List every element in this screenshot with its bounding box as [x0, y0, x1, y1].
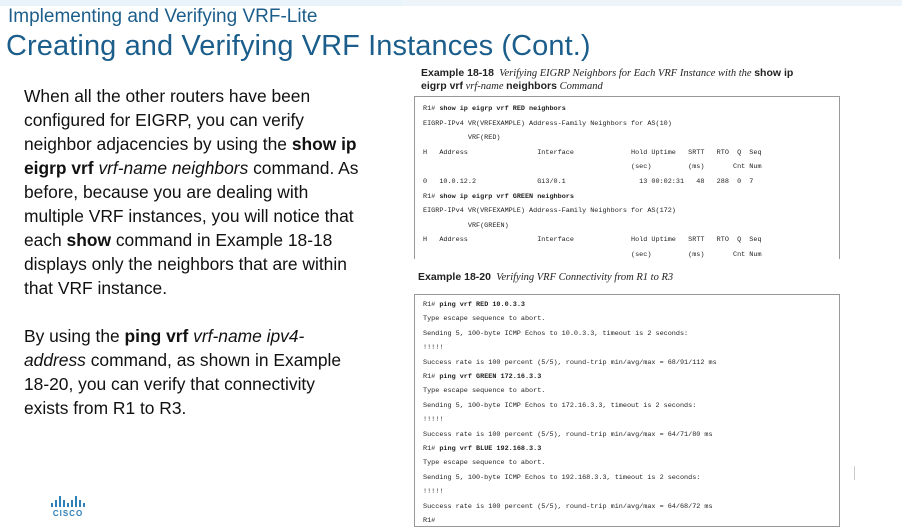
- paragraph-eigrp: When all the other routers have been configured for EIGRP, you can verify neighbor adjacencies by using the show ip eigrp vrf vrf-name neighbors command. As before, because you are dealing with multiple VRF instances, you will notice that each show command in Example 18-18 displays only the neighbors that are within that VRF instance.: [24, 86, 359, 298]
- code-line: Sending 5, 100-byte ICMP Echos to 172.16.3.3, timeout is 2 seconds:: [423, 401, 697, 410]
- code-line: EIGRP-IPv4 VR(VRFEXAMPLE) Address-Family Neighbors for AS(172): [423, 207, 676, 216]
- code-line: !!!!!: [423, 344, 444, 353]
- paragraph-ping: By using the ping vrf vrf-name ipv4-address command, as shown in Example 18-20, you can verify that connectivity exists from R1 to R3.: [24, 326, 342, 418]
- cli-command: ping vrf BLUE 192.168.3.3: [439, 445, 542, 453]
- example-18-18-caption: Example 18-18 Verifying EIGRP Neighbors for Each VRF Instance with the show ip eigrp vrf vrf-name neighbors Command: [421, 67, 794, 92]
- code-line: [423, 301, 525, 310]
- code-line: VRF(GREEN): [423, 221, 509, 230]
- cli-command: ping vrf RED 10.0.3.3: [439, 301, 525, 309]
- code-line: H Address Interface Hold Uptime SRTT RTO Q Seq: [423, 148, 762, 157]
- cli-command: ping vrf GREEN 172.16.3.3: [439, 373, 542, 381]
- code-line: Type escape sequence to abort.: [423, 315, 546, 324]
- body-text: [24, 84, 364, 420]
- code-line: R1#: [423, 517, 436, 525]
- code-line: [423, 373, 541, 382]
- code-line: EIGRP-IPv4 VR(VRFEXAMPLE) Address-Family Neighbors for AS(10): [423, 119, 672, 128]
- code-line: [423, 105, 566, 114]
- code-line: 0 10.0.12.2 Gi3/0.1 13 00:02:31 48 288 0 7: [423, 178, 754, 186]
- example-18-18-output: [414, 96, 840, 259]
- code-line: (sec) (ms) Cnt Num: [423, 163, 762, 172]
- slide-title: Creating and Verifying VRF Instances (Cont.): [6, 30, 591, 62]
- cli-command: show ip eigrp vrf RED neighbors: [439, 105, 566, 113]
- cisco-wordmark: CISCO: [52, 509, 84, 518]
- code-line: Type escape sequence to abort.: [423, 387, 546, 396]
- section-heading: Implementing and Verifying VRF-Lite: [8, 6, 318, 27]
- code-line: [423, 193, 574, 202]
- code-line: [423, 445, 541, 454]
- cli-prompt: R1#: [423, 373, 440, 381]
- code-line: VRF(RED): [423, 134, 501, 143]
- cisco-logo: [48, 496, 88, 522]
- cli-prompt: R1#: [423, 192, 440, 201]
- example-18-20-output: [414, 294, 840, 527]
- code-line: Success rate is 100 percent (5/5), round-trip min/avg/max = 68/91/112 ms: [423, 358, 717, 367]
- code-line: Success rate is 100 percent (5/5), round-trip min/avg/max = 64/68/72 ms: [423, 502, 713, 511]
- code-line: Type escape sequence to abort.: [423, 459, 546, 468]
- code-line: Sending 5, 100-byte ICMP Echos to 192.168.3.3, timeout is 2 seconds:: [423, 473, 701, 482]
- cli-prompt: R1#: [423, 301, 440, 309]
- code-line: H Address Interface Hold Uptime SRTT RTO Q Seq: [423, 236, 762, 245]
- cli-command: show ip eigrp vrf GREEN neighbors: [439, 192, 574, 201]
- header-band-right: [402, 0, 902, 6]
- text-cursor: [854, 466, 855, 480]
- cli-prompt: R1#: [423, 105, 440, 113]
- code-line: Success rate is 100 percent (5/5), round-trip min/avg/max = 64/71/80 ms: [423, 430, 713, 439]
- cli-prompt: R1#: [423, 445, 440, 453]
- code-line: Sending 5, 100-byte ICMP Echos to 10.0.3.3, timeout is 2 seconds:: [423, 329, 689, 338]
- code-line: (sec) (ms) Cnt Num: [423, 251, 762, 259]
- code-line: !!!!!: [423, 488, 444, 497]
- example-18-20-caption: Example 18-20 Verifying VRF Connectivity from R1 to R3: [418, 271, 674, 283]
- cisco-bars-icon: [48, 496, 88, 507]
- code-line: !!!!!: [423, 416, 444, 425]
